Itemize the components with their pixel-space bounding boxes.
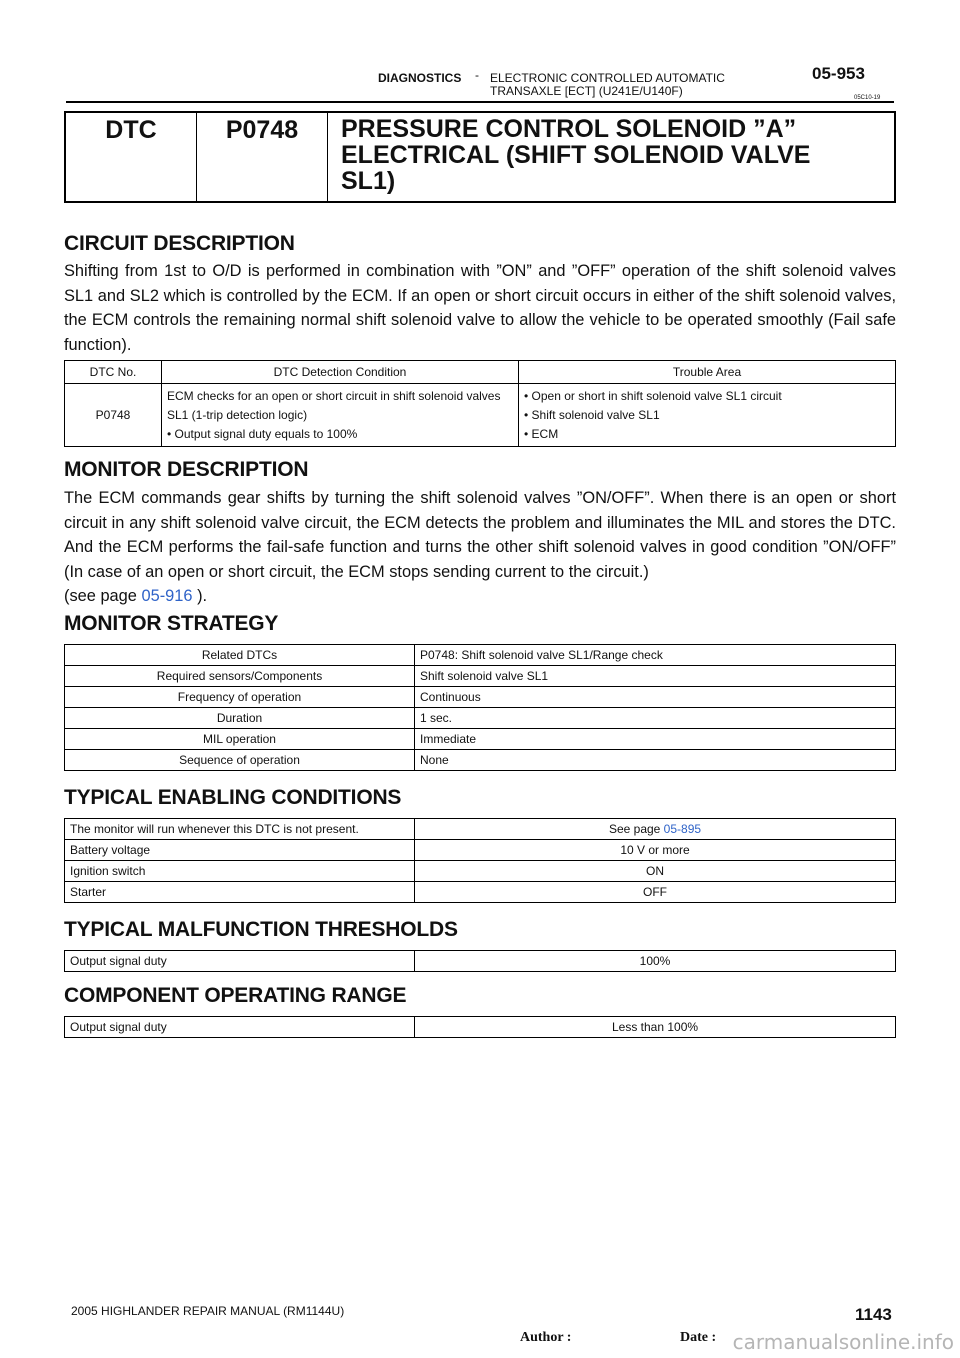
header-page-number: 05-953	[812, 64, 865, 83]
enabling-label: Ignition switch	[65, 861, 415, 882]
monitor-description-body: The ECM commands gear shifts by turning the shift solenoid valves ”ON/OFF”. When there is an open or short circuit in any shift solenoid valve circuit, the ECM detects the problem and illuminates the MIL and stores the DTC. And the ECM performs the fail-safe function and turns the other shift solenoid valves in good condition ”ON/OFF” (In case of an open or short circuit, the ECM stops sending current to the circuit.)	[64, 489, 896, 581]
strategy-value: 1 sec.	[415, 708, 896, 729]
monitor-strategy-heading: MONITOR STRATEGY	[64, 612, 279, 635]
dtc-no-cell: P0748	[65, 384, 162, 447]
dtc-table-header: Trouble Area	[519, 361, 896, 384]
monitor-description-heading: MONITOR DESCRIPTION	[64, 458, 309, 481]
dtc-label: DTC	[66, 113, 197, 201]
see-page-prefix: (see page	[64, 587, 142, 605]
table-row	[65, 729, 896, 750]
header-title-line1: ELECTRONIC CONTROLLED AUTOMATIC	[490, 71, 725, 85]
trouble-area-line: • Shift solenoid valve SL1	[524, 407, 660, 422]
malfunction-thresholds-table	[64, 950, 896, 972]
trouble-area-line: • Open or short in shift solenoid valve SL1 circuit	[524, 388, 782, 403]
strategy-label: Required sensors/Components	[65, 666, 415, 687]
enabling-value	[415, 819, 896, 840]
dtc-title-line1: PRESSURE CONTROL SOLENOID ”A”	[341, 115, 797, 143]
strategy-value: Continuous	[415, 687, 896, 708]
footer-page-number: 1143	[855, 1305, 892, 1324]
strategy-value: P0748: Shift solenoid valve SL1/Range check	[415, 645, 896, 666]
strategy-label: MIL operation	[65, 729, 415, 750]
table-row	[65, 645, 896, 666]
footer-author-label: Author :	[520, 1330, 572, 1345]
dtc-condition-line: SL1 (1-trip detection logic)	[167, 407, 308, 422]
see-page-suffix: ).	[192, 587, 208, 605]
header-doc-code: 05C10-19	[854, 95, 881, 101]
monitor-description-text	[64, 486, 896, 609]
header-section: DIAGNOSTICS	[378, 71, 462, 85]
dtc-condition-cell	[162, 384, 519, 447]
table-row	[65, 750, 896, 771]
table-row	[65, 708, 896, 729]
strategy-label: Sequence of operation	[65, 750, 415, 771]
strategy-label: Related DTCs	[65, 645, 415, 666]
table-row	[65, 882, 896, 903]
enabling-conditions-table	[64, 818, 896, 903]
monitor-strategy-table	[64, 644, 896, 771]
table-row	[65, 819, 896, 840]
header-dash: -	[475, 68, 479, 82]
table-row	[65, 687, 896, 708]
operating-range-heading: COMPONENT OPERATING RANGE	[64, 984, 407, 1007]
footer-date-label: Date :	[680, 1330, 717, 1345]
table-row	[65, 1017, 896, 1038]
trouble-area-line: • ECM	[524, 426, 559, 441]
trouble-area-cell	[519, 384, 896, 447]
dtc-title-box	[64, 111, 896, 203]
dtc-table-header: DTC No.	[65, 361, 162, 384]
table-row	[65, 840, 896, 861]
strategy-label: Frequency of operation	[65, 687, 415, 708]
strategy-label: Duration	[65, 708, 415, 729]
enabling-value: OFF	[415, 882, 896, 903]
header-title-line2: TRANSAXLE [ECT] (U241E/U140F)	[490, 84, 683, 98]
footer-manual-title: 2005 HIGHLANDER REPAIR MANUAL (RM1144U)	[71, 1304, 345, 1318]
table-row	[65, 666, 896, 687]
dtc-table	[64, 360, 896, 447]
circuit-description-text: Shifting from 1st to O/D is performed in combination with ”ON” and ”OFF” operation of the shift solenoid valves SL1 and SL2 which is controlled by the ECM. If an open or short circuit occurs in either of the shift solenoid valves, the ECM controls the remaining normal shift solenoid valve to allow the vehicle to be operated smoothly (Fail safe function).	[64, 262, 896, 354]
dtc-title-line2: ELECTRICAL (SHIFT SOLENOID VALVE	[341, 141, 811, 169]
operating-range-table	[64, 1016, 896, 1038]
table-row	[65, 951, 896, 972]
enabling-label: Battery voltage	[65, 840, 415, 861]
range-label: Output signal duty	[65, 1017, 415, 1038]
range-value: Less than 100%	[415, 1017, 896, 1038]
header-rule	[66, 101, 894, 103]
dtc-table-row	[65, 384, 896, 447]
enabling-label: Starter	[65, 882, 415, 903]
watermark: carmanualsonline.info	[732, 1330, 954, 1354]
enabling-value: 10 V or more	[415, 840, 896, 861]
strategy-value: Shift solenoid valve SL1	[415, 666, 896, 687]
threshold-label: Output signal duty	[65, 951, 415, 972]
dtc-table-header-row	[65, 361, 896, 384]
dtc-code: P0748	[197, 113, 328, 201]
enabling-value: ON	[415, 861, 896, 882]
dtc-title	[328, 113, 894, 201]
circuit-description-heading: CIRCUIT DESCRIPTION	[64, 232, 295, 255]
see-page-link[interactable]: 05-895	[663, 822, 702, 836]
malfunction-thresholds-heading: TYPICAL MALFUNCTION THRESHOLDS	[64, 918, 458, 941]
enabling-label: The monitor will run whenever this DTC is not present.	[65, 819, 415, 840]
dtc-condition-line: • Output signal duty equals to 100%	[167, 426, 358, 441]
strategy-value: Immediate	[415, 729, 896, 750]
strategy-value: None	[415, 750, 896, 771]
dtc-title-line3: SL1)	[341, 167, 396, 195]
dtc-condition-line: ECM checks for an open or short circuit in shift solenoid valves	[167, 388, 501, 403]
threshold-value: 100%	[415, 951, 896, 972]
see-page-prefix: See page	[608, 822, 664, 836]
table-row	[65, 861, 896, 882]
dtc-table-header: DTC Detection Condition	[162, 361, 519, 384]
see-page-link[interactable]: 05-916	[141, 587, 193, 605]
enabling-conditions-heading: TYPICAL ENABLING CONDITIONS	[64, 786, 402, 809]
